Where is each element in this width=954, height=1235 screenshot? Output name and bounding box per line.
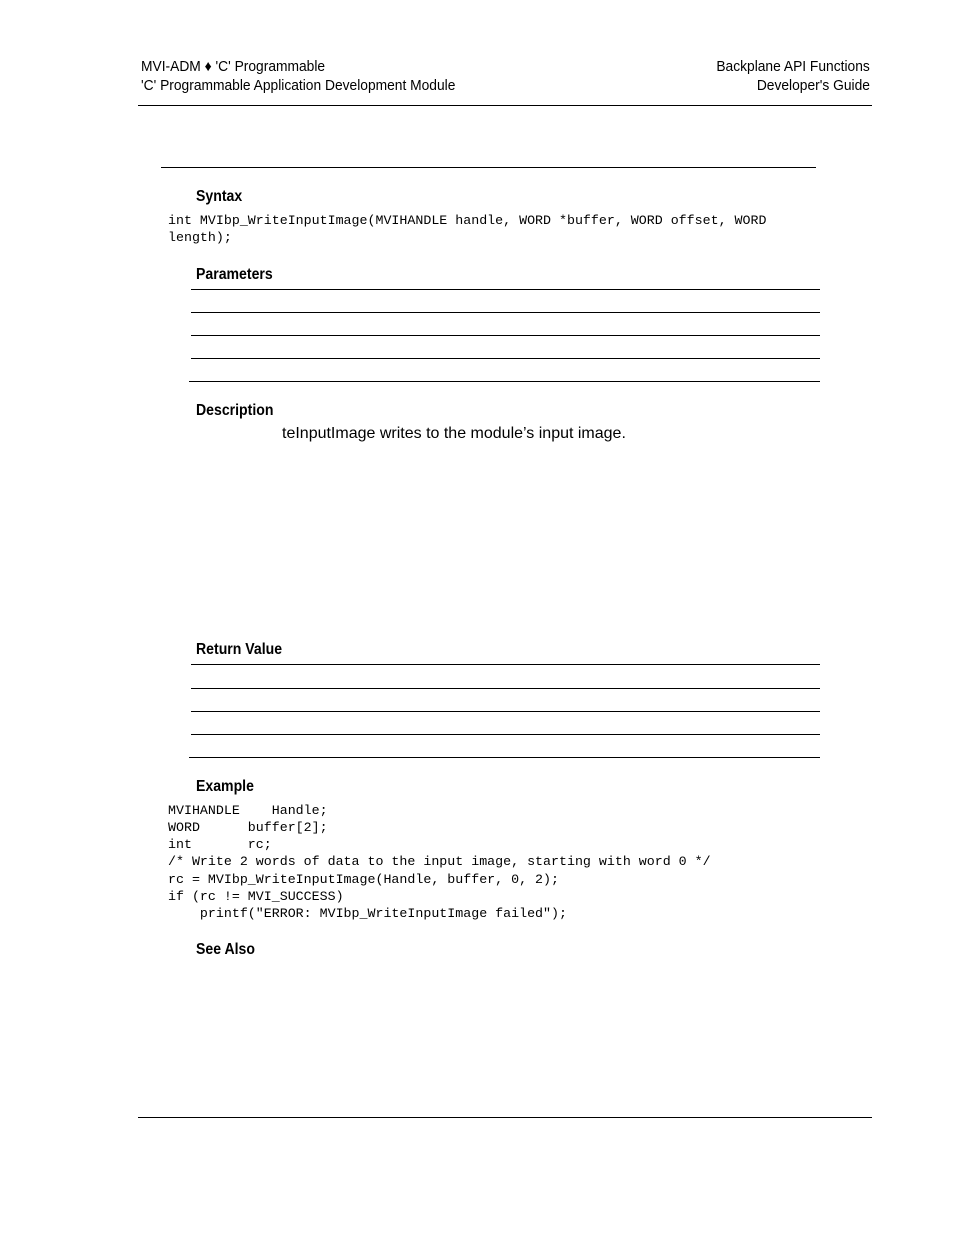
syntax-code-line: int MVIbp_WriteInputImage(MVIHANDLE handle, WORD *buffer, WORD offset, WORD [168, 213, 767, 228]
table-rule [191, 312, 820, 313]
table-rule [191, 711, 820, 712]
description-text: teInputImage writes to the module’s input image. [282, 425, 626, 442]
function-title-rule [161, 167, 816, 168]
example-code-line: rc = MVIbp_WriteInputImage(Handle, buffer, 0, 2); [168, 872, 559, 887]
example-code-line: /* Write 2 words of data to the input image, starting with word 0 */ [168, 854, 711, 869]
table-rule [191, 289, 820, 290]
example-code-line: int rc; [168, 837, 272, 852]
example-heading: Example [196, 778, 254, 795]
example-code-line: WORD buffer[2]; [168, 820, 328, 835]
header-product-subtitle: 'C' Programmable Application Development Module [141, 77, 456, 94]
header-section-title: Backplane API Functions [716, 58, 870, 75]
header-guide-title: Developer's Guide [756, 77, 870, 94]
syntax-heading: Syntax [196, 188, 243, 205]
syntax-code-line: length); [168, 230, 232, 245]
see-also-heading: See Also [196, 941, 255, 958]
table-rule [189, 757, 820, 758]
header-divider [138, 105, 872, 106]
return-value-heading: Return Value [196, 641, 283, 658]
example-code-line: MVIHANDLE Handle; [168, 803, 328, 818]
table-rule [191, 335, 820, 336]
table-rule [191, 734, 820, 735]
table-rule [191, 688, 820, 689]
example-code-line: if (rc != MVI_SUCCESS) [168, 889, 344, 904]
parameters-heading: Parameters [196, 266, 273, 283]
header-product-title: MVI-ADM ♦ 'C' Programmable [141, 58, 326, 75]
table-rule [191, 358, 820, 359]
description-heading: Description [196, 402, 274, 419]
table-rule [189, 381, 820, 382]
example-code-line: printf("ERROR: MVIbp_WriteInputImage failed"); [168, 906, 567, 921]
table-rule [191, 664, 820, 665]
footer-divider [138, 1117, 872, 1118]
